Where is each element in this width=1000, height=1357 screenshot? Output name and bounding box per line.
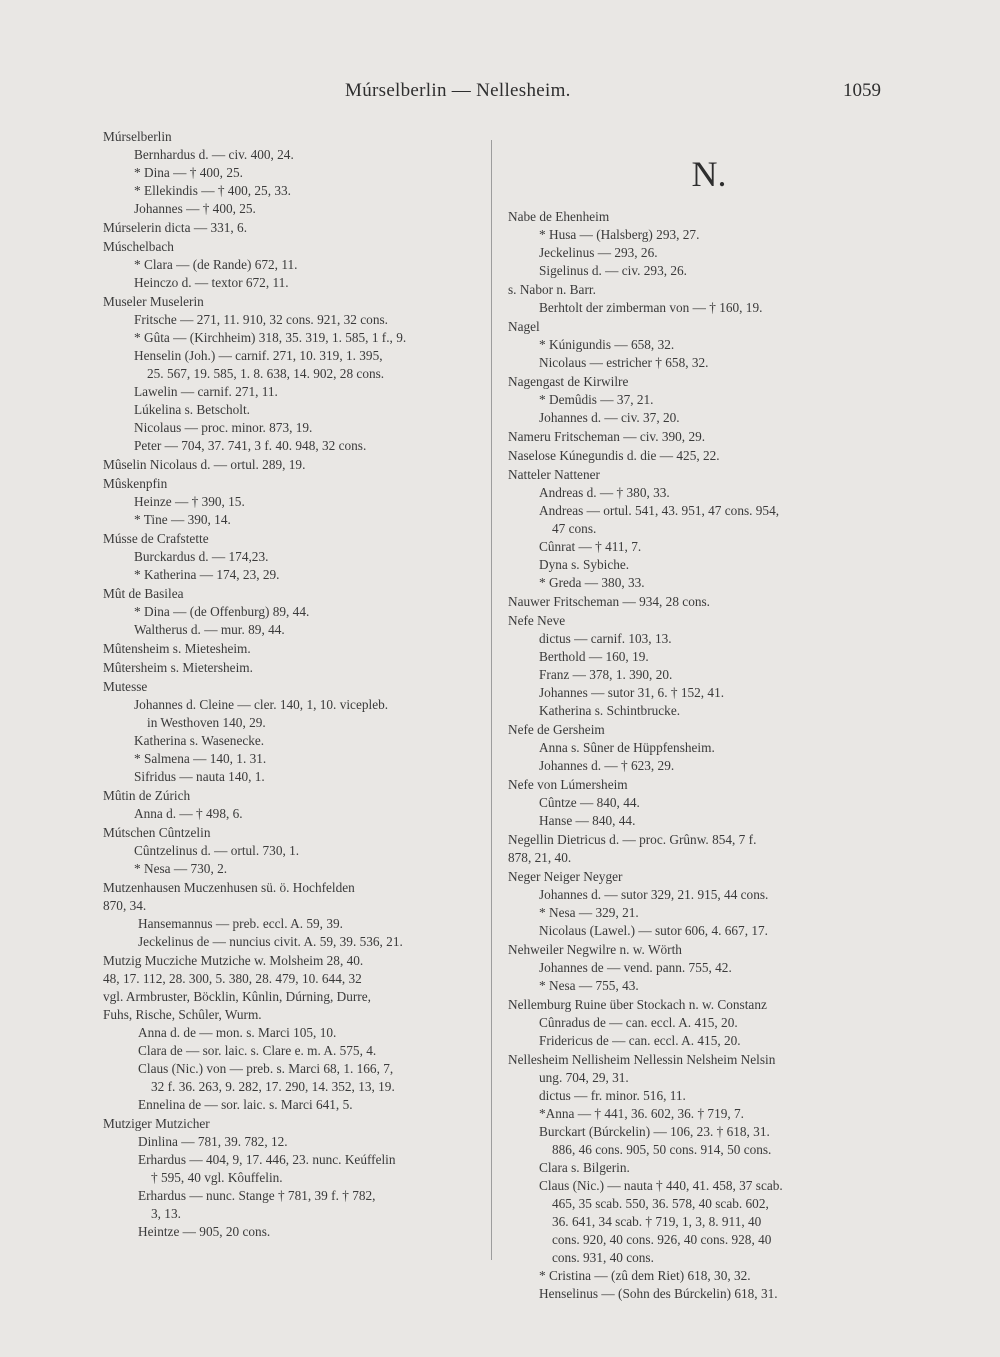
entry-line: Clara s. Bilgerin.: [539, 1160, 630, 1175]
entry-line: Johannes d. — civ. 37, 20.: [539, 410, 680, 425]
entry-line: Dyna s. Sybiche.: [539, 557, 630, 572]
section-letter: N.: [691, 154, 727, 194]
page-number: 1059: [843, 80, 881, 101]
entry-line: Burckardus d. — 174,23.: [134, 549, 269, 564]
index-entry: [508, 447, 900, 465]
entry-line: † 595, 40 vgl. Kôuffelin.: [151, 1170, 283, 1185]
entry-line: Nicolaus (Lawel.) — sutor 606, 4. 667, 17.: [539, 923, 768, 938]
entry-line: Hanse — 840, 44.: [539, 813, 636, 828]
entry-heading: Museler Muselerin: [103, 294, 204, 309]
entry-line: Cûnrat — † 411, 7.: [539, 539, 642, 554]
entry-line: dictus — carnif. 103, 13.: [539, 631, 672, 646]
entry-heading: Neger Neiger Neyger: [508, 869, 623, 884]
entry-line: Anna s. Sûner de Hüppfensheim.: [539, 740, 715, 755]
entry-line: * Katherina — 174, 23, 29.: [134, 567, 280, 582]
entry-line: * Tine — 390, 14.: [134, 512, 231, 527]
entry-line: * Ellekindis — † 400, 25, 33.: [134, 183, 291, 198]
entry-line: Bernhardus d. — civ. 400, 24.: [134, 147, 294, 162]
entry-line: Ennelina de — sor. laic. s. Marci 641, 5.: [138, 1097, 353, 1112]
entry-line: Johannes de — vend. pann. 755, 42.: [539, 960, 732, 975]
index-entry: [508, 612, 900, 720]
entry-heading: Mutzenhausen Muczenhusen sü. ö. Hochfelden: [103, 880, 355, 895]
entry-heading: Nellesheim Nellisheim Nellessin Nelsheim Nelsin: [508, 1052, 776, 1067]
entry-line: Berthold — 160, 19.: [539, 649, 649, 664]
entry-line: Anna d. — † 498, 6.: [134, 806, 243, 821]
entry-line: Jeckelinus — 293, 26.: [539, 245, 658, 260]
index-entry: [103, 952, 489, 1114]
entry-line: * Nesa — 755, 43.: [539, 978, 639, 993]
index-entry: [508, 208, 900, 280]
index-entry: [508, 428, 900, 446]
entry-line: Sifridus — nauta 140, 1.: [134, 769, 265, 784]
column-divider: [491, 140, 492, 1260]
index-entry: [508, 1051, 900, 1303]
entry-line: Johannes — sutor 31, 6. † 152, 41.: [539, 685, 725, 700]
entry-heading: Mûtin de Zúrich: [103, 788, 191, 803]
entry-line: Henselinus — (Sohn des Búrckelin) 618, 31.: [539, 1286, 778, 1301]
entry-line: 25. 567, 19. 585, 1. 8. 638, 14. 902, 28 cons.: [147, 366, 385, 381]
entry-heading: Mutziger Mutzicher: [103, 1116, 210, 1131]
index-entry: [508, 318, 900, 372]
entry-line: * Gûta — (Kirchheim) 318, 35. 319, 1. 585, 1 f., 9.: [134, 330, 407, 345]
entry-heading: Mútschen Cûntzelin: [103, 825, 211, 840]
index-entry: [103, 879, 489, 951]
entry-line: 36. 641, 34 scab. † 719, 1, 3, 8. 911, 40: [552, 1214, 762, 1229]
entry-line: * Nesa — 730, 2.: [134, 861, 228, 876]
entry-line: * Clara — (de Rande) 672, 11.: [134, 257, 298, 272]
index-entry: [103, 640, 489, 658]
entry-heading: Natteler Nattener: [508, 467, 600, 482]
entry-line: Cûntze — 840, 44.: [539, 795, 640, 810]
entry-line: 465, 35 scab. 550, 36. 578, 40 scab. 602,: [552, 1196, 769, 1211]
entry-line: Claus (Nic.) von — preb. s. Marci 68, 1. 166, 7,: [138, 1061, 394, 1076]
entry-line: Fritsche — 271, 11. 910, 32 cons. 921, 32 cons.: [134, 312, 388, 327]
entry-heading: Nefe de Gersheim: [508, 722, 605, 737]
entry-line: * Dina — (de Offenburg) 89, 44.: [134, 604, 310, 619]
running-title: Múrselberlin — Nellesheim.: [345, 80, 571, 101]
index-entry: [103, 659, 489, 677]
entry-line: * Husa — (Halsberg) 293, 27.: [539, 227, 700, 242]
entry-heading: Nagengast de Kirwilre: [508, 374, 629, 389]
entry-heading: Naselose Kúnegundis d. die — 425, 22.: [508, 448, 720, 463]
entry-line: Lúkelina s. Betscholt.: [134, 402, 250, 417]
entry-line: Anna d. de — mon. s. Marci 105, 10.: [138, 1025, 337, 1040]
index-entry: [103, 475, 489, 529]
index-entry: [508, 776, 900, 830]
entry-line: Andreas d. — † 380, 33.: [539, 485, 670, 500]
entry-line: Franz — 378, 1. 390, 20.: [539, 667, 673, 682]
right-column-entries: [508, 208, 900, 1303]
entry-line: 3, 13.: [151, 1206, 181, 1221]
entry-line: 48, 17. 112, 28. 300, 5. 380, 28. 479, 10. 644, 32: [103, 971, 362, 986]
entry-line: Erhardus — nunc. Stange † 781, 39 f. † 782,: [138, 1188, 376, 1203]
entry-line: Erhardus — 404, 9, 17. 446, 23. nunc. Keúffelin: [138, 1152, 396, 1167]
entry-line: Cûnradus de — can. eccl. A. 415, 20.: [539, 1015, 738, 1030]
entry-heading: Nauwer Fritscheman — 934, 28 cons.: [508, 594, 710, 609]
page-header: [0, 80, 1000, 110]
index-entry: [508, 373, 900, 427]
entry-line: cons. 931, 40 cons.: [552, 1250, 654, 1265]
entry-heading: Mûtensheim s. Mietesheim.: [103, 641, 251, 656]
entry-line: Johannes d. — sutor 329, 21. 915, 44 cons.: [539, 887, 769, 902]
entry-heading: Mûtersheim s. Mietersheim.: [103, 660, 253, 675]
index-entry: [103, 456, 489, 474]
entry-line: 878, 21, 40.: [508, 850, 572, 865]
entry-line: 32 f. 36. 263, 9. 282, 17. 290, 14. 352, 13, 19.: [151, 1079, 395, 1094]
entry-line: Claus (Nic.) — nauta † 440, 41. 458, 37 scab.: [539, 1178, 783, 1193]
index-entry: [508, 868, 900, 940]
index-entry: [508, 831, 900, 867]
index-entry: [103, 1115, 489, 1241]
entry-line: dictus — fr. minor. 516, 11.: [539, 1088, 686, 1103]
entry-line: Fuhs, Rische, Schûler, Wurm.: [103, 1007, 262, 1022]
entry-line: * Demûdis — 37, 21.: [539, 392, 654, 407]
entry-line: Henselin (Joh.) — carnif. 271, 10. 319, 1. 395,: [134, 348, 383, 363]
index-entry: [508, 941, 900, 995]
left-column: [103, 128, 489, 1242]
entry-heading: Múschelbach: [103, 239, 174, 254]
index-entry: [103, 128, 489, 218]
entry-line: Nicolaus — proc. minor. 873, 19.: [134, 420, 313, 435]
entry-line: * Kúnigundis — 658, 32.: [539, 337, 675, 352]
index-entry: [103, 293, 489, 455]
entry-heading: Mûselin Nicolaus d. — ortul. 289, 19.: [103, 457, 306, 472]
entry-line: Katherina s. Schintbrucke.: [539, 703, 681, 718]
entry-heading: Nehweiler Negwilre n. w. Wörth: [508, 942, 682, 957]
entry-line: Heintze — 905, 20 cons.: [138, 1224, 271, 1239]
index-entry: [103, 787, 489, 823]
entry-heading: Mûskenpfin: [103, 476, 168, 491]
index-entry: [508, 466, 900, 592]
entry-line: Waltherus d. — mur. 89, 44.: [134, 622, 285, 637]
entry-line: 47 cons.: [552, 521, 597, 536]
entry-line: 886, 46 cons. 905, 50 cons. 914, 50 cons.: [552, 1142, 772, 1157]
entry-line: vgl. Armbruster, Böcklin, Kûnlin, Dúrning, Durre,: [103, 989, 371, 1004]
entry-line: Andreas — ortul. 541, 43. 951, 47 cons. 954,: [539, 503, 780, 518]
entry-line: *Anna — † 441, 36. 602, 36. † 719, 7.: [539, 1106, 744, 1121]
entry-heading: Nagel: [508, 319, 540, 334]
entry-line: Hansemannus — preb. eccl. A. 59, 39.: [138, 916, 343, 931]
entry-line: Fridericus de — can. eccl. A. 415, 20.: [539, 1033, 741, 1048]
entry-line: 870, 34.: [103, 898, 147, 913]
entry-line: Berhtolt der zimberman von — † 160, 19.: [539, 300, 763, 315]
index-entry: [508, 721, 900, 775]
entry-heading: Múrselberlin: [103, 129, 172, 144]
entry-line: in Westhoven 140, 29.: [147, 715, 266, 730]
index-entry: [508, 593, 900, 611]
entry-line: cons. 920, 40 cons. 926, 40 cons. 928, 40: [552, 1232, 772, 1247]
entry-line: * Cristina — (zû dem Riet) 618, 30, 32.: [539, 1268, 751, 1283]
entry-heading: Negellin Dietricus d. — proc. Grûnw. 854, 7 f.: [508, 832, 757, 847]
entry-line: Johannes d. Cleine — cler. 140, 1, 10. vicepleb.: [134, 697, 389, 712]
entry-line: ung. 704, 29, 31.: [539, 1070, 629, 1085]
entry-heading: Nefe Neve: [508, 613, 566, 628]
entry-line: * Greda — 380, 33.: [539, 575, 645, 590]
entry-line: Jeckelinus de — nuncius civit. A. 59, 39. 536, 21.: [138, 934, 403, 949]
right-column: [508, 128, 900, 1304]
entry-line: Nicolaus — estricher † 658, 32.: [539, 355, 709, 370]
entry-line: Sigelinus d. — civ. 293, 26.: [539, 263, 687, 278]
index-entry: [103, 530, 489, 584]
entry-heading: Nameru Fritscheman — civ. 390, 29.: [508, 429, 706, 444]
entry-line: Peter — 704, 37. 741, 3 f. 40. 948, 32 cons.: [134, 438, 367, 453]
entry-line: Dinlina — 781, 39. 782, 12.: [138, 1134, 288, 1149]
entry-line: * Nesa — 329, 21.: [539, 905, 639, 920]
index-entry: [103, 219, 489, 237]
entry-heading: Nefe von Lúmersheim: [508, 777, 628, 792]
index-entry: [103, 238, 489, 292]
entry-line: Cûntzelinus d. — ortul. 730, 1.: [134, 843, 300, 858]
entry-line: Katherina s. Wasenecke.: [134, 733, 265, 748]
entry-line: Heinczo d. — textor 672, 11.: [134, 275, 289, 290]
index-entry: [103, 678, 489, 786]
entry-heading: Nabe de Ehenheim: [508, 209, 610, 224]
entry-heading: Múrselerin dicta — 331, 6.: [103, 220, 248, 235]
index-entry: [508, 281, 900, 317]
entry-line: * Salmena — 140, 1. 31.: [134, 751, 267, 766]
index-entry: [508, 996, 900, 1050]
entry-heading: Mutesse: [103, 679, 148, 694]
entry-line: Lawelin — carnif. 271, 11.: [134, 384, 278, 399]
entry-heading: s. Nabor n. Barr.: [508, 282, 596, 297]
entry-line: Clara de — sor. laic. s. Clare e. m. A. 575, 4.: [138, 1043, 377, 1058]
entry-heading: Mutzig Mucziche Mutziche w. Molsheim 28, 40.: [103, 953, 364, 968]
index-entry: [103, 585, 489, 639]
entry-line: Heinze — † 390, 15.: [134, 494, 245, 509]
entry-line: Burckart (Búrckelin) — 106, 23. † 618, 31.: [539, 1124, 770, 1139]
entry-heading: Nellemburg Ruine über Stockach n. w. Constanz: [508, 997, 767, 1012]
entry-line: Johannes d. — † 623, 29.: [539, 758, 675, 773]
entry-line: Johannes — † 400, 25.: [134, 201, 256, 216]
index-entry: [103, 824, 489, 878]
entry-heading: Mût de Basilea: [103, 586, 184, 601]
entry-line: * Dina — † 400, 25.: [134, 165, 243, 180]
entry-heading: Músse de Crafstette: [103, 531, 209, 546]
